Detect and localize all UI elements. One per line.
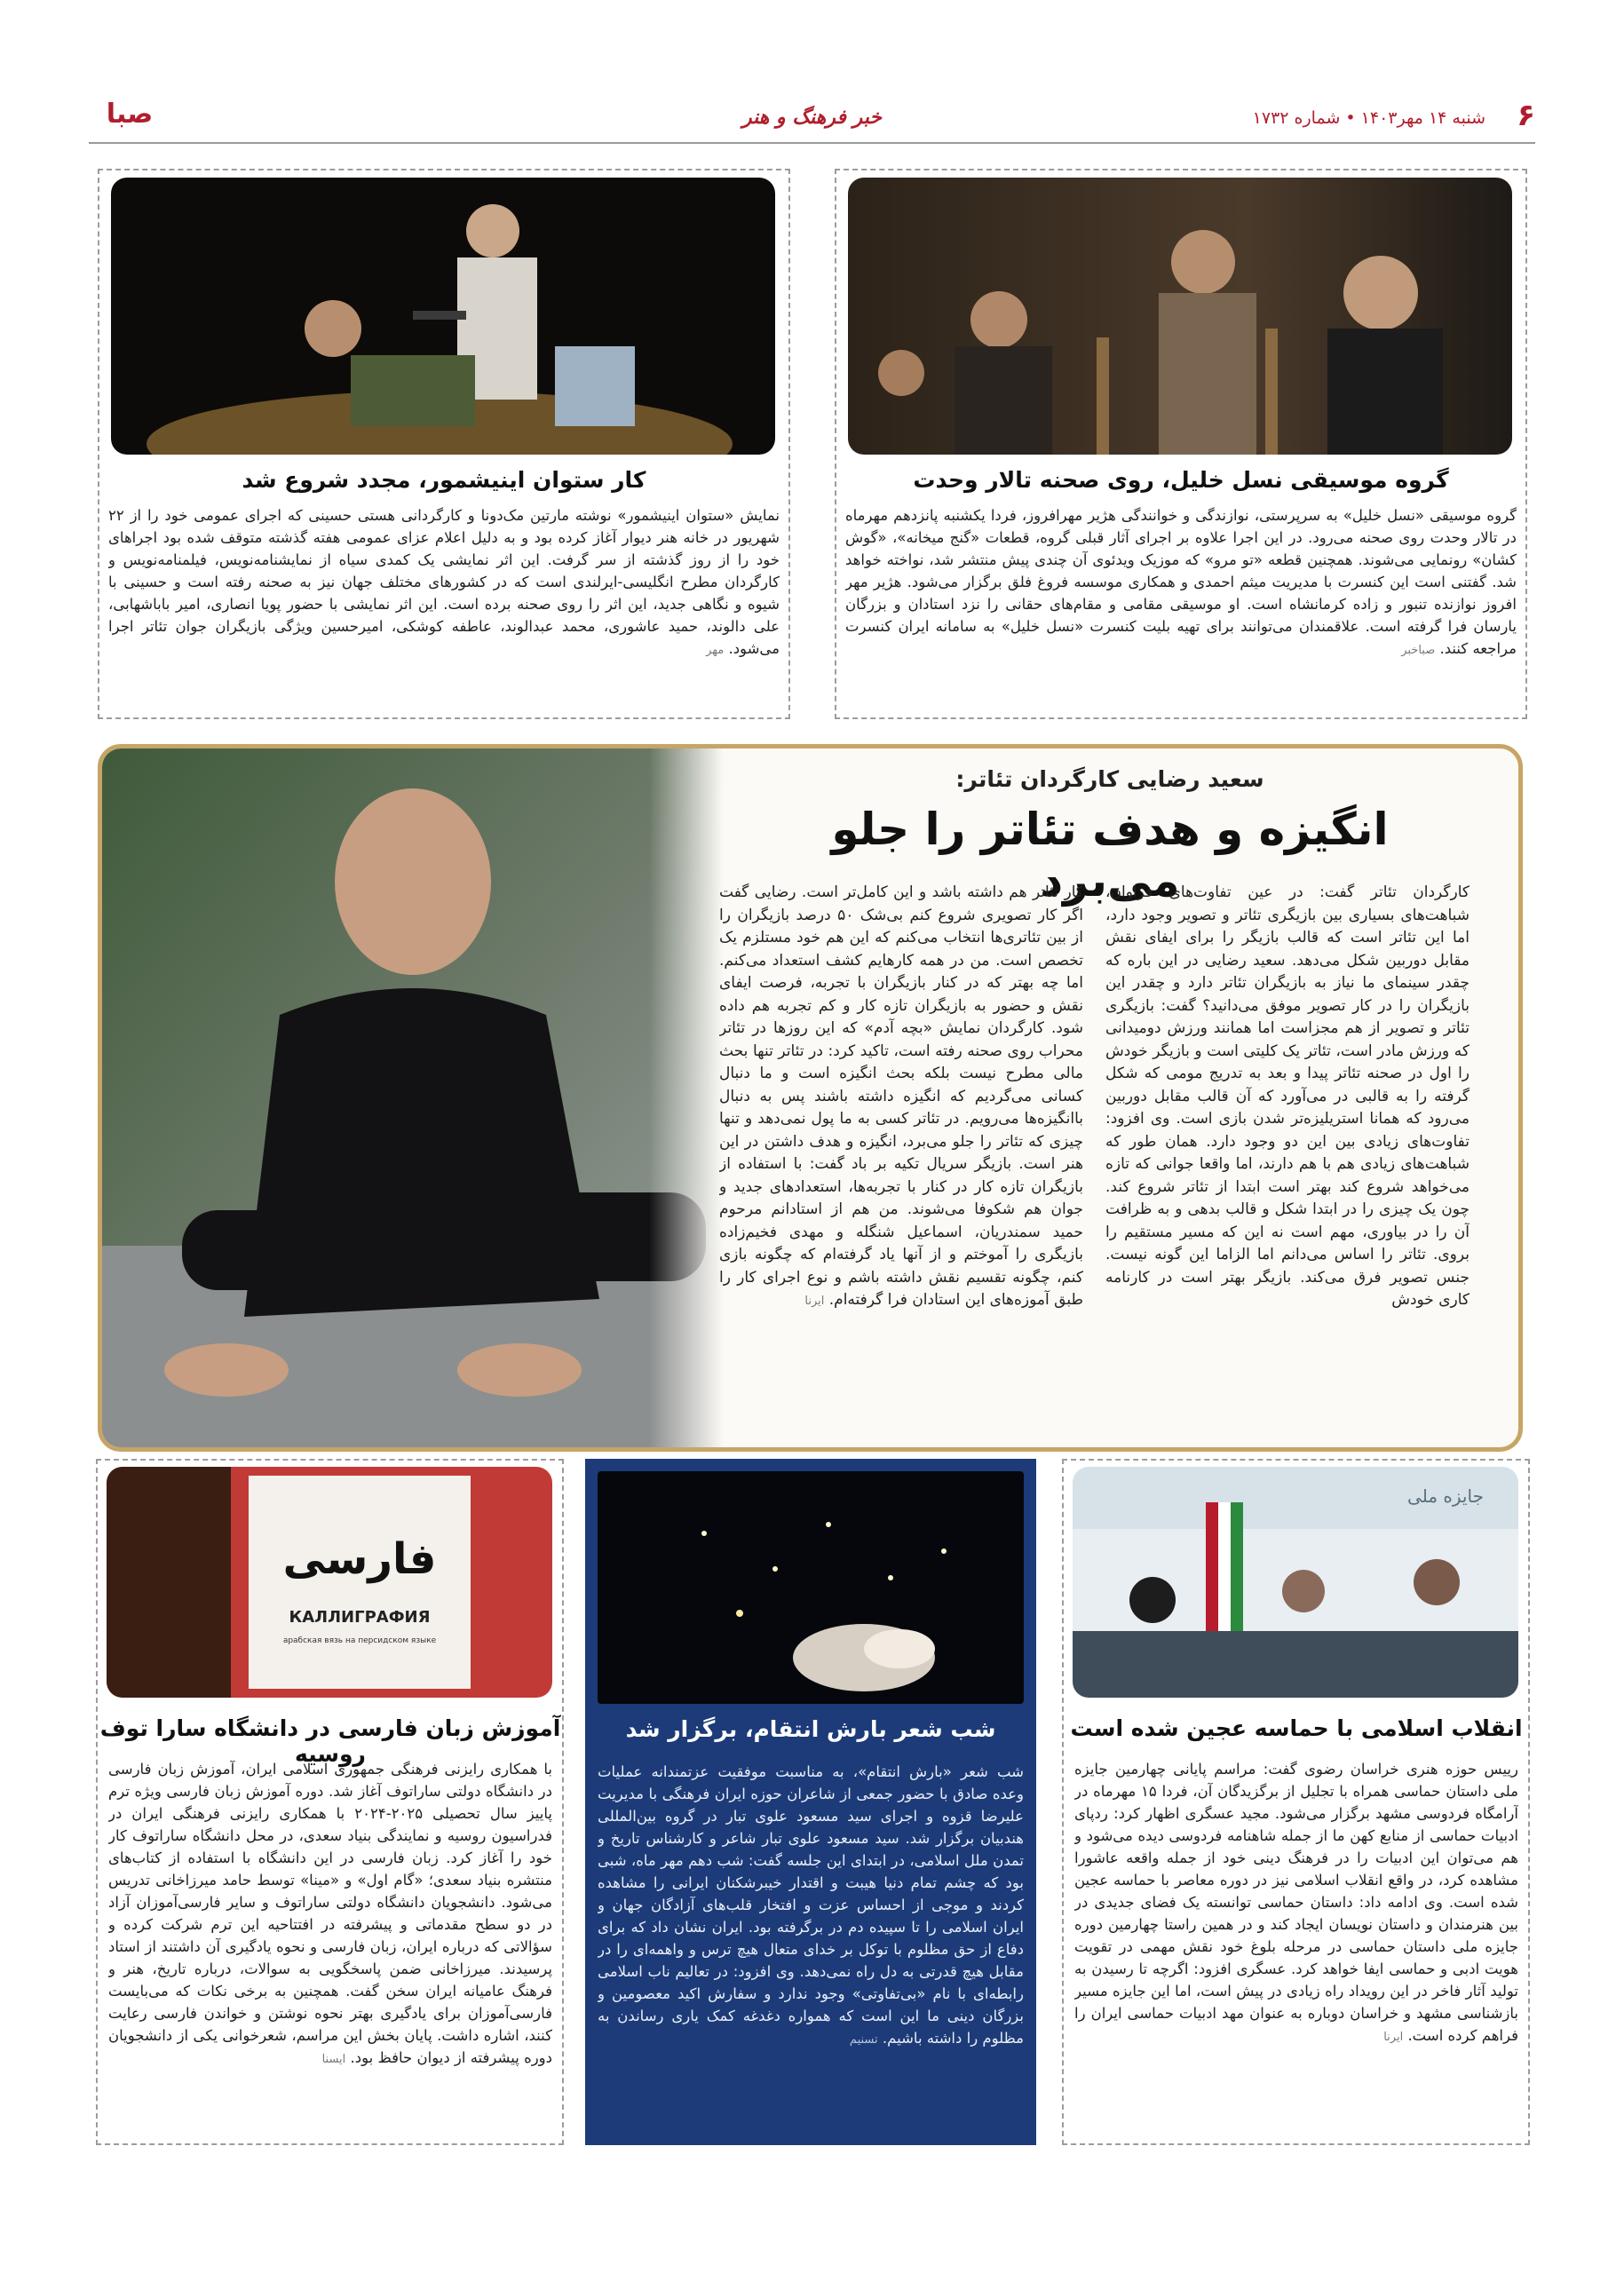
theater-article-source: مهر xyxy=(706,644,725,657)
feature-kicker: سعید رضایی کارگردان تئاتر: xyxy=(955,766,1264,792)
cyrillic-title: КАЛЛИГРАФИЯ xyxy=(289,1608,431,1627)
poetry-article-source: تسنیم xyxy=(849,2033,878,2047)
feature-column-left xyxy=(719,882,1083,1434)
poetry-article-text: شب شعر «بارش انتقام»، به مناسبت موفقیت عزتمندانه عملیات وعده صادق با حضور جمعی از شاعران حوزه ایران فرهنگی با مدیریت علیرضا قزوه و اجرای سید مسعود علوی تبار در گروه بین‌المللی هندبیان برگزار شد. سید مسعود علوی تبار شاعر و کارشناس تاریخ و تمدن ملل اسلامی، در ابتدای این جلسه گفت: شب دهم مهر ماه، شبی بود که چشم تمام دنیا هیبت و اقتدار خیبرشکنان ایرانی را مشاهده کردند و موجی از احساس عزت و افتخار قلب‌های آزادگان جهان و ایران اسلامی را تا سپیده دم در برگرفته بود. ایران نشان داد که برای دفاع از حق مظلوم با توکل بر خدای متعال هیچ ترس و واهمه‌ای را در مقابل هیچ قدرتی به دل راه نمی‌دهد. وی افزود: در تعالیم ناب اسلامی رابطه‌ای با نام «بی‌تفاوتی» وجود ندارد و سفارش اکید معصومین و بزرگان دینی ما این است که همواره دغدغه کمک یاری رساندن به مظلوم را داشته باشیم. xyxy=(598,1763,1024,2047)
theater-article-body xyxy=(108,504,780,707)
theater-article-text: نمایش «ستوان اینیشمور» نوشته مارتین مک‌دونا و کارگردانی هستی حسینی که اجرای عمومی خود را از ۲۲ شهریور در خانه هنر دیوار آغاز کرده بود و به دلیل اعلام عزای عمومی هفته گذشته متوقف شده بود اجراهای خود را از روز گذشته از سر گرفت. این اثر نمایشی یک کمدی سیاه از نمایشنامه‌نویس، فیلمنامه‌نویس و کارگردان مطرح انگلیسی-ایرلندی است که در کشورهای مختلف جهان نیز به صحنه رفته است و حسینی با شیوه و نگاهی جدید، این اثر را روی صحنه برده است. این اثر نمایشی با حضور پویا انصاری، امیر باباشهابی، علی دالوند، حمید عاشوری، محمد عبدالوند، عاطفه کوشکی، امیرحسین ویژگی بازیگران جوان تئاتر اجرا می‌شود. xyxy=(108,507,780,657)
music-article-body xyxy=(845,504,1517,707)
farsi-book-photo xyxy=(107,1467,552,1698)
issue-info: شنبه ۱۴ مهر۱۴۰۳ • شماره ۱۷۳۲ xyxy=(1252,108,1485,128)
director-portrait-photo xyxy=(102,748,724,1447)
poetry-article-title: شب شعر بارش انتقام، برگزار شد xyxy=(625,1716,996,1742)
poetry-article-body xyxy=(598,1761,1024,2134)
feature-column-right: کارگردان تئاتر گفت: در عین تفاوت‌های فراوان، شباهت‌های بسیاری بین بازیگری تئاتر و تصویر وجود دارد، اما این تئاتر است که قالب بازیگر را برای ایفای نقش مقابل دوربین شکل می‌دهد. سعید رضایی در این باره که چقدر سینمای ما نیاز به بازیگران تئاتر دارد و چقدر این بازیگران را در کار تصویر موفق می‌دانید؟ گفت: بازیگری تئاتر و تصویر از هم مجزاست اما همانند ورزش دومیدانی که ورزش مادر است، تئاتر یک کلیتی است و بازیگر خودش را اول در صحنه تئاتر پیدا و بعد به تدریج مومی که شکل گرفته را به قالبی در می‌آورد که آن قالب مقابل دوربین می‌رود که همانا استریلیزه‌تر شدن بازی است. وی افزود: تفاوت‌های زیادی بین این دو وجود دارد. همان طور که شباهت‌های زیادی هم با هم دارند، اما واقعا جوانی که تازه می‌خواهد شروع کند بهتر است ابتدا از تئاتر شروع کند. چون یک چیزی را در ابتدا شکل و قالب بدهی و به ظرافت آن را در بیاوری، مهم است نه این که مسیر مستقیم را بروی. تئاتر را اساس می‌دانم اما الزاما این گونه نیست. جنس تصویر فرق می‌کند. بازیگر بهتر است در کارنامه کاری خودش xyxy=(1105,883,1470,1309)
russia-article-source: ایسنا xyxy=(321,2053,346,2066)
section-title: خبر فرهنگ و هنر xyxy=(742,107,882,129)
logo-text: صبا xyxy=(106,99,154,130)
saba-logo xyxy=(89,94,170,131)
music-article-source: صباخبر xyxy=(1401,644,1436,657)
music-article-title: گروه موسیقی نسل خلیل، روی صحنه تالار وحدت xyxy=(913,467,1449,493)
missiles-night-photo xyxy=(598,1471,1024,1704)
page-number: ۶ xyxy=(1517,98,1535,133)
revolution-article-source: ایرنا xyxy=(1383,2031,1404,2044)
conference-photo xyxy=(1073,1467,1518,1698)
banner-text: جایزه ملی xyxy=(1407,1485,1484,1507)
feature-headline: انگیزه و هدف تئاتر را جلو می‌برد xyxy=(831,804,1389,907)
theater-article-title: کار ستوان اینیشمور، مجدد شروع شد xyxy=(242,467,646,493)
music-article-text: گروه موسیقی «نسل خلیل» به سرپرستی، نوازندگی و خوانندگی هژیر مهرافروز، فردا یکشنبه پانزدهم مهرماه در تالار وحدت روی صحنه می‌رود. در این اجرا علاوه بر اجرای آثار قبلی گروه، قطعات «گنج میخانه»، «گوش کشان» رونمایی می‌شوند. همچنین قطعه «تو مرو» که موزیک ویدئوی آن چندی پیش منتشر شد، نواخته خواهد شد. گفتنی است این کنسرت با مدیریت میثم احمدی و همکاری موسسه فروغ فلق برگزار می‌شود. هژیر مهر افروز نوازنده تنبور و زاده کرمانشاه است. او موسیقی مقامی و مقام‌های حقانی را نزد استادان و بزرگان یارسان فرا گرفته است. علاقمندان می‌توانند برای تهیه بلیت کنسرت «نسل خلیل» به سامانه ایران کنسرت مراجعه کنند. xyxy=(845,507,1517,657)
theater-stage-photo xyxy=(111,178,775,455)
feature-source: ایرنا xyxy=(804,1295,825,1308)
cyrillic-subtitle: арабская вязь на персидском языке xyxy=(282,1636,437,1645)
page-header xyxy=(89,89,1535,144)
russia-article-text: با همکاری رایزنی فرهنگی جمهوری اسلامی ایران، آموزش زبان فارسی در دانشگاه دولتی ساراتوف آغاز شد. دوره آموزش زبان فارسی ویژه ترم پاییز سال تحصیلی ۲۰۲۵-۲۰۲۴ با همکاری رایزنی فرهنگی ایران در فدراسیون روسیه و نمایندگی بنیاد سعدی، در محل دانشگاه ساراتوف کار خود را آغاز کرد. زبان فارسی در این دانشگاه با استفاده از کتاب‌های منتشره بنیاد سعدی؛ «گام اول» و «مینا» توسط حامد میرزاخانی تدریس می‌شود. دانشجویان دانشگاه دولتی ساراتوف و سایر فارسی‌آموزان آزاد در دو سطح مقدماتی و پیشرفته در افتتاحیه این ترم شرکت کرده و سؤالاتی که درباره ایران، زبان فارسی و نحوه یادگیری آن داشتند از استاد پرسیدند. میرزاخانی ضمن پاسخگویی به سوالات، درباره تاریخ، هنر و فرهنگ عامیانه ایران سخن گفت. همچنین به برخی نکات که می‌بایست فارسی‌آموزان برای یادگیری بهتر نحوه نوشتن و خواندن فارسی رعایت کنند، اشاره داشت. پایان بخش این مراسم، شعرخوانی یکی از دانشجویان دوره پیشرفته از دیوان حافظ بود. xyxy=(108,1761,552,2066)
feature-interview-box xyxy=(98,744,1523,1452)
poetry-article-box xyxy=(585,1459,1036,2145)
russia-article-body xyxy=(108,1758,552,2135)
music-concert-photo xyxy=(848,178,1512,455)
revolution-article-title: انقلاب اسلامی با حماسه عجین شده است xyxy=(1070,1715,1523,1741)
feature-column-left-text: کار تئاتر هم داشته باشد و این کامل‌تر است. رضایی گفت اگر کار تصویری شروع کنم بی‌شک ۵۰ درصد بازیگران را از بین تئاتری‌ها انتخاب می‌کنم که این هم خود مستلزم یک تخصص است. من در همه کارهایم کشف استعداد می‌کنم. اما چه بهتر که در کنار بازیگران با تجربه، فرصت ایفای نقش و حضور به بازیگران تازه کار و کم تجربه هم داده شود. کارگردان نمایش «بچه آدم» که این روزها در تئاتر محراب روی صحنه رفته است، تاکید کرد: در تئاتر تنها بحث مالی مطرح نیست بلکه بحث انگیزه است و ما دنبال کسانی می‌گردیم که انگیزه داشته باشند پس به دنبال باانگیزه‌ها می‌رویم. در تئاتر کسی به ما پول نمی‌دهد و تنها چیزی که تئاتر را جلو می‌برد، انگیزه و هدف داشتن در این هنر است. بازیگر سریال تکیه بر باد گفت: با استفاده از بازیگران تازه کار در کنار با تجربه‌ها، استعدادهای جدید و جوان هم شکوفا می‌شوند. من هم از استادانم مرحوم حمید سمندریان، اسماعیل شنگله و مهدی فخیم‌زاده بازیگری را آموختم و از آنها یاد گرفته‌ام که چگونه بازی کنم، چگونه تقسیم نقش داشته باشم و نوع اجرای کار را طبق آموزه‌های این استادان فرا گرفته‌ام. xyxy=(719,883,1083,1309)
farsi-sign-text: فارسی xyxy=(282,1534,437,1584)
russia-article-title: آموزش زبان فارسی در دانشگاه سارا توف روسیه xyxy=(99,1715,561,1767)
revolution-article-body xyxy=(1074,1758,1518,2135)
revolution-article-text: رییس حوزه هنری خراسان رضوی گفت: مراسم پایانی چهارمین جایزه ملی داستان حماسی همراه با تجلیل از برگزیدگان آن، فردا ۱۵ مهرماه در آرامگاه فردوسی مشهد برگزار می‌شود. مجید عسگری اظهار کرد: ردپای ادبیات حماسی از منابع کهن ما از جمله شاهنامه فردوسی دیده می‌شود و هم می‌توان این ادبیات را در فرهنگ دینی خود از جمله واقعه عاشورا مشاهده کرد، در واقع انقلاب اسلامی نیز در دوره معاصر با حماسه عجین شده است. وی ادامه داد: داستان حماسی توانسته یک فضای جدیدی در بین هنرمندان و داستان نویسان ایجاد کند و در همین راستا چهارمین دوره جایزه ملی داستان حماسی در مرحله بلوغ خود نقش مهمی در تقویت هویت ادبی و حماسی ایفا خواهد کرد. عسگری افزود: اگرچه تا رسیدن به تولید آثار فاخر در این رویداد راه زیادی در پیش است، اما این جایزه مسیر بازشناسی مشهد و خراسان دوباره به عنوان مهد ادبیات حماسی ایران را فراهم کرده است. xyxy=(1074,1761,1518,2044)
